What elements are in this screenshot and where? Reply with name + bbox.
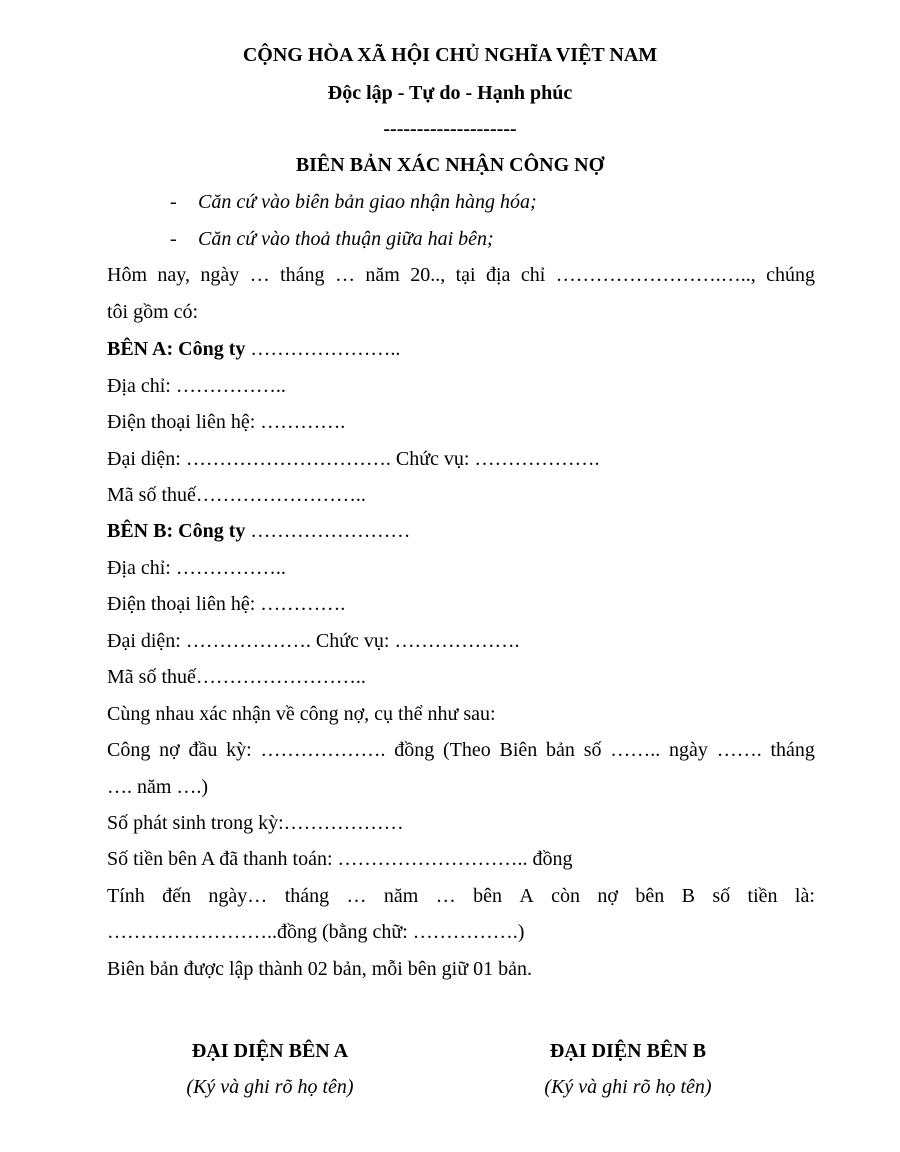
confirmation-intro: Cùng nhau xác nhận về công nợ, cụ thể như sau: <box>107 703 496 725</box>
word: là: <box>794 885 815 907</box>
word: bên <box>473 885 502 907</box>
word: Công <box>107 739 151 761</box>
remaining-balance-line-1 <box>107 885 815 908</box>
word: đến <box>162 885 192 907</box>
word: đầu <box>188 739 218 761</box>
word: tại <box>455 264 476 286</box>
header-separator: -------------------- <box>383 118 517 140</box>
word: số <box>583 739 602 761</box>
word: kỳ: <box>226 739 252 761</box>
word: còn <box>551 885 581 907</box>
signature-b-note: (Ký và ghi rõ họ tên) <box>544 1076 712 1098</box>
party-b-address: Địa chỉ: …………….. <box>107 557 286 579</box>
party-b-label: BÊN B: Công ty <box>107 520 246 542</box>
basis-dash-2: - <box>170 228 177 250</box>
word: … <box>249 264 270 286</box>
party-a-representative: Đại diện: …………………………. Chức vụ: ………………. <box>107 448 600 470</box>
party-a-heading <box>107 338 400 361</box>
country-name: CỘNG HÒA XÃ HỘI CHỦ NGHĨA VIỆT NAM <box>242 44 658 66</box>
word: Hôm <box>107 264 147 286</box>
word: … <box>435 885 456 907</box>
word: đồng <box>394 739 435 761</box>
word: … <box>346 885 367 907</box>
word: bản <box>546 739 575 761</box>
party-b-heading <box>107 520 410 543</box>
word: (Theo <box>442 739 491 761</box>
national-motto: Độc lập - Tự do - Hạnh phúc <box>327 82 573 104</box>
word: B <box>681 885 695 907</box>
word: …………………….….., <box>555 264 756 286</box>
word: … <box>334 264 355 286</box>
word: ……. <box>716 739 762 761</box>
word: năm <box>383 885 419 907</box>
word: 20.., <box>410 264 446 286</box>
signature-a-title: ĐẠI DIỆN BÊN A <box>191 1040 349 1062</box>
party-b-company-blank: …………………… <box>245 520 411 542</box>
word: tháng <box>280 264 325 286</box>
signature-b-title: ĐẠI DIỆN BÊN B <box>549 1040 707 1062</box>
party-a-company-blank: ………………….. <box>245 338 401 360</box>
paid-amount: Số tiền bên A đã thanh toán: ……………………….. đồng <box>107 848 573 870</box>
word: ngày <box>200 264 240 286</box>
word: Tính <box>107 885 145 907</box>
basis-dash-1: - <box>170 191 177 213</box>
copies-note: Biên bản được lập thành 02 bản, mỗi bên giữ 01 bản. <box>107 958 532 980</box>
basis-item-1: Căn cứ vào biên bản giao nhận hàng hóa; <box>198 191 537 213</box>
word: ngày <box>669 739 708 761</box>
word: nay, <box>157 264 190 286</box>
word: địa <box>486 264 511 286</box>
word: ngày… <box>208 885 268 907</box>
word: bên <box>635 885 665 907</box>
word: tháng <box>770 739 815 761</box>
word: chỉ <box>520 264 546 286</box>
arising-amount: Số phát sinh trong kỳ:……………… <box>107 812 404 834</box>
word: số <box>712 885 731 907</box>
word: …….. <box>610 739 661 761</box>
word: tháng <box>284 885 330 907</box>
word: năm <box>365 264 400 286</box>
basis-item-2: Căn cứ vào thoả thuận giữa hai bên; <box>198 228 494 250</box>
remaining-balance-line-2: ……………………..đồng (bằng chữ: …………….) <box>107 921 525 943</box>
party-a-label: BÊN A: Công ty <box>107 338 246 360</box>
opening-balance-line-1 <box>107 739 815 762</box>
word: A <box>519 885 534 907</box>
word: chúng <box>766 264 815 286</box>
word: nợ <box>597 885 618 907</box>
document-title: BIÊN BẢN XÁC NHẬN CÔNG NỢ <box>295 154 605 176</box>
word: Biên <box>499 739 538 761</box>
signature-a-note: (Ký và ghi rõ họ tên) <box>186 1076 354 1098</box>
word: ………………. <box>260 739 386 761</box>
party-b-tax-code: Mã số thuế…………………….. <box>107 666 366 688</box>
intro-line-1 <box>107 264 815 287</box>
word: nợ <box>159 739 180 761</box>
party-a-phone: Điện thoại liên hệ: …………. <box>107 411 346 433</box>
party-a-tax-code: Mã số thuế…………………….. <box>107 484 366 506</box>
intro-line-2: tôi gồm có: <box>107 301 199 323</box>
party-b-representative: Đại diện: ………………. Chức vụ: ………………. <box>107 630 520 652</box>
party-b-phone: Điện thoại liên hệ: …………. <box>107 593 346 615</box>
word: tiền <box>747 885 778 907</box>
opening-balance-line-2: …. năm ….) <box>107 776 209 798</box>
party-a-address: Địa chỉ: …………….. <box>107 375 286 397</box>
